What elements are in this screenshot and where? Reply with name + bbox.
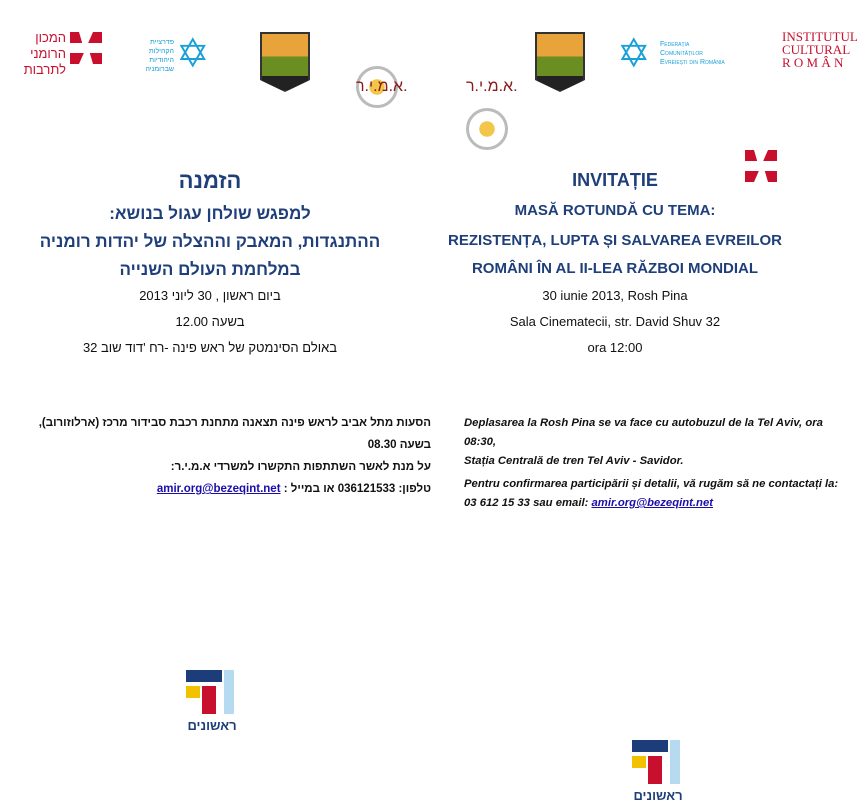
icr-line: INSTITUTUL	[782, 29, 858, 44]
star-tree-logo: ✡	[176, 32, 210, 76]
hebrew-bus-time: בשעה 08.30	[367, 439, 431, 451]
rishonim-logo-text: ראשונים	[187, 718, 237, 733]
amir-logo-text: א.מ.י.ר.	[356, 78, 408, 95]
romanian-place: Sala Cinematecii, str. David Shuv 32	[509, 314, 721, 329]
hebrew-email-link[interactable]: amir.org@bezeqint.net	[156, 483, 281, 495]
romanian-bus: Deplasarea la Rosh Pina se va face cu autobuzul de la Tel Aviv, ora 08:30,	[464, 417, 823, 448]
hebrew-invitation	[0, 168, 420, 366]
rosh-pina-coat-of-arms	[535, 32, 585, 92]
hebrew-bus: הסעות מתל אביב לראש פינה תצאנה מתחנת רכבת סבידור מרכז (ארלוזורוב),	[38, 417, 431, 429]
romanian-phone: 03 612 15 33 sau email:	[464, 497, 589, 509]
romanian-bus-station: Stația Centrală de tren Tel Aviv - Savidor.	[464, 455, 684, 467]
romanian-invitation	[410, 170, 820, 366]
hebrew-title: הזמנה	[178, 168, 242, 193]
hebrew-phone: טלפון: 036121533 או במייל :	[283, 483, 431, 495]
icr-hebrew-logo-text: המכון הרומני לתרבות	[23, 30, 66, 77]
romanian-title: INVITAȚIE	[572, 170, 658, 190]
icr-line: R O M Â N	[782, 55, 844, 70]
hebrew-topic: ההתנגדות, המאבק וההצלה של יהדות רומניה	[39, 232, 381, 251]
star-tree-logo: ✡	[617, 32, 651, 76]
rishonim-logo-text: ראשונים	[633, 788, 683, 803]
hebrew-confirm: על מנת לאשר השתתפות התקשרו למשרדי א.מ.י.ר:	[170, 461, 431, 473]
romanian-time: ora 12:00	[587, 340, 643, 355]
hebrew-time: בשעה 12.00	[175, 314, 245, 329]
romanian-subtitle: MASĂ ROTUNDĂ CU TEMA:	[514, 202, 716, 219]
hebrew-subtitle: למפגש שולחן עגול בנושא:	[109, 204, 311, 223]
hebrew-topic: במלחמת העולם השנייה	[119, 260, 301, 279]
romanian-details	[464, 414, 856, 513]
icr-cross-logo	[70, 32, 102, 64]
romanian-confirm: Pentru confirmarea participării și detalii, vă rugăm să ne contactați la:	[464, 478, 839, 490]
hebrew-details	[31, 412, 431, 500]
romanian-topic: REZISTENȚA, LUPTA ȘI SALVAREA EVREILOR	[448, 232, 782, 249]
hebrew-place: באולם הסינמטק של ראש פינה -רח 'דוד שוב 32	[82, 340, 338, 355]
icr-line: CULTURAL	[782, 42, 851, 57]
romanian-email-link[interactable]: amir.org@bezeqint.net	[591, 497, 713, 509]
rosh-pina-coat-of-arms	[260, 32, 310, 92]
amir-logo	[466, 108, 508, 150]
icr-romanian-logo-text	[782, 30, 858, 69]
fed-hebrew-logo-text: פדרציית הקהילות היהודיות שברומניה	[145, 39, 174, 73]
hebrew-date: ביום ראשון , 30 ליוני 2013	[139, 288, 281, 303]
amir-logo-text: א.מ.י.ר.	[466, 78, 518, 95]
fed-romanian-logo-text: Federația Comunităților Evreiești din România	[660, 41, 725, 66]
rishonim-logo	[186, 670, 236, 740]
rishonim-logo	[632, 740, 682, 810]
romanian-topic: ROMÂNI ÎN AL II-LEA RĂZBOI MONDIAL	[471, 260, 759, 277]
romanian-date: 30 iunie 2013, Rosh Pina	[542, 288, 688, 303]
